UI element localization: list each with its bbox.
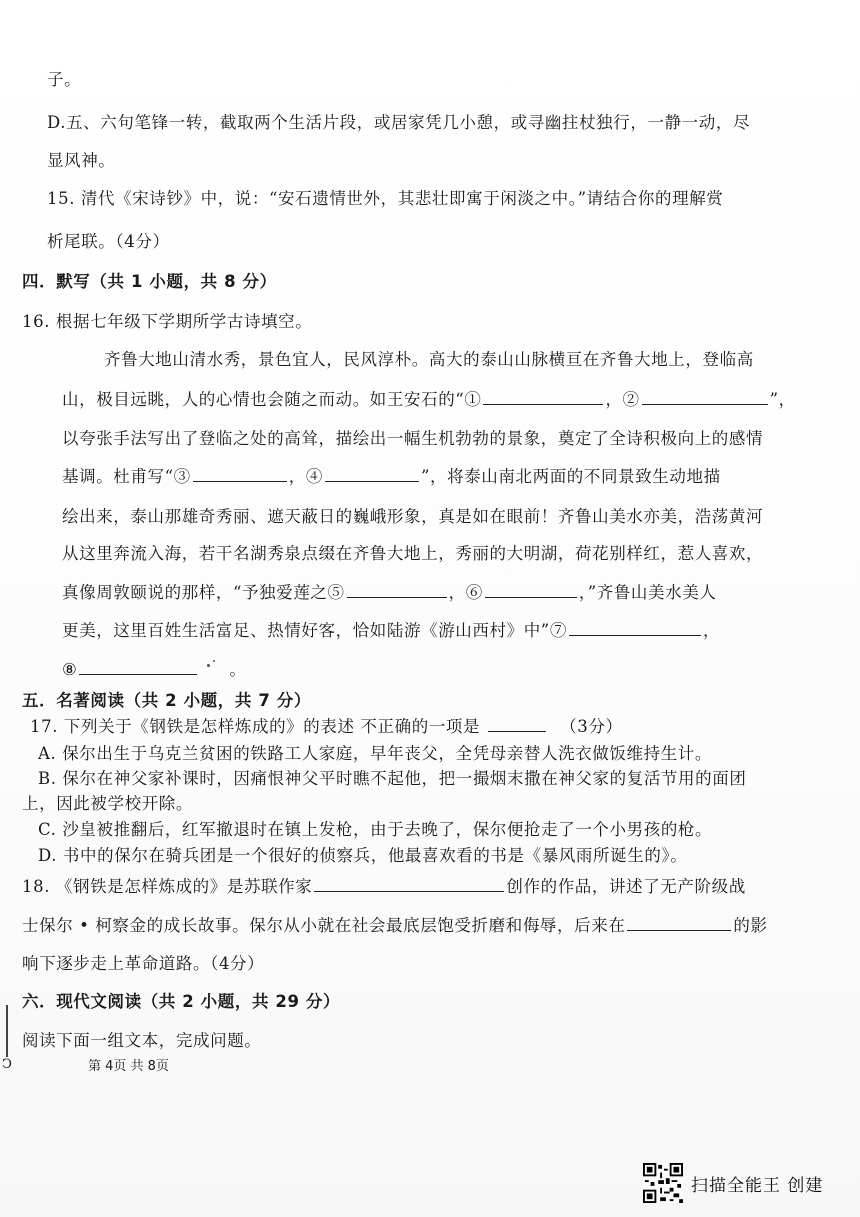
q15-line1: 15. 清代《宋诗钞》中，说：“安石遗情世外，其悲壮即寓于闲淡之中。”请结合你的理解赏 — [47, 189, 724, 208]
q19-intro: 阅读下面一组文本，完成问题。 — [22, 1031, 262, 1050]
q15-line2: 析尾联。（4分） — [47, 232, 170, 251]
q17-stem-text: 17. 下列关于《钢铁是怎样炼成的》的表述 不正确的一项是 — [30, 717, 481, 736]
blank-3[interactable] — [193, 467, 287, 482]
q18-text-1b: 创作的作品，讲述了无产阶级战 — [506, 877, 746, 896]
q16-text-2b: ，② — [605, 390, 640, 409]
q17-option-c: C. 沙皇被推翻后，红军撤退时在镇上发枪，由于去晚了，保尔便抢走了一个小男孩的枪。 — [38, 820, 713, 839]
q17-answer-blank[interactable] — [488, 717, 546, 732]
q16-text-2a: 山，极目远眺，人的心情也会随之而动。如王安石的“① — [62, 390, 482, 409]
q18-text-2b: 的影 — [733, 916, 768, 935]
blank-2[interactable] — [642, 390, 768, 405]
q18-line1 — [22, 876, 746, 898]
q16-text-4b: ，④ — [288, 467, 323, 486]
blank-4[interactable] — [325, 467, 419, 482]
q17-option-b-line2: 上，因此被学校开除。 — [22, 794, 193, 813]
scanner-brand-text: 扫描全能王 创建 — [691, 1175, 824, 1196]
q16-para-line7 — [62, 582, 716, 604]
scan-speck — [213, 660, 215, 662]
section-5-heading: 五．名著阅读（共 2 小题，共 7 分） — [22, 691, 311, 710]
page-number: 第 4页 共 8页 — [88, 1059, 169, 1074]
scan-speck — [207, 664, 210, 667]
q18-blank-influence[interactable] — [627, 916, 731, 931]
qr-code-icon — [643, 1163, 683, 1203]
q16-text-4c: ”，将泰山南北两面的不同景致生动地描 — [420, 467, 721, 486]
q14-option-d-line2: 显风神。 — [47, 151, 116, 170]
q18-line3: 响下逐步走上革命道路。（4分） — [22, 954, 265, 973]
section-6-heading: 六．现代文阅读（共 2 小题，共 29 分） — [22, 992, 341, 1011]
q14-tail: 子。 — [47, 70, 82, 89]
scanner-watermark — [643, 1163, 823, 1203]
q16-para-line6: 从这里奔流入海，若干名湖秀泉点缀在齐鲁大地上，秀丽的大明湖，荷花别样红，惹人喜欢， — [62, 544, 764, 563]
blank-8[interactable] — [79, 660, 197, 675]
q16-text-7b: ，⑥ — [448, 583, 483, 602]
q16-text-8a: 更美，这里百姓生活富足、热情好客，恰如陆游《游山西村》中”⑦ — [62, 621, 567, 640]
q16-para-line5: 绘出来，泰山那雄奇秀丽、遮天蔽日的巍峨形象，真是如在眼前！齐鲁山美水亦美，浩荡黄河 — [62, 507, 764, 526]
q16-para-line3: 以夸张手法写出了登临之处的高耸，描绘出一幅生机勃勃的景象，奠定了全诗积极向上的感情 — [62, 429, 764, 448]
scan-margin-line — [6, 1005, 8, 1057]
q18-blank-author[interactable] — [314, 877, 504, 892]
blank-7[interactable] — [569, 621, 701, 636]
q16-text-7c: ，”齐鲁山美水美人 — [578, 583, 717, 602]
blank-1[interactable] — [483, 390, 603, 405]
q18-line2 — [22, 915, 768, 937]
q14-option-d-line1: D.五、六句笔锋一转，截取两个生活片段，或居家凭几小憩，或寻幽拄杖独行，一静一动，尽 — [47, 113, 751, 132]
q18-text-2a: 士保尔 • 柯察金的成长故事。保尔从小就在社会最底层饱受折磨和侮辱，后来在 — [22, 916, 626, 935]
q16-para-line8 — [62, 620, 720, 642]
blank-6[interactable] — [485, 583, 577, 598]
blank-5[interactable] — [347, 583, 447, 598]
q16-text-9a: ⑧ — [62, 660, 78, 679]
q16-para-line2 — [62, 389, 796, 411]
q16-text-8b: ， — [702, 621, 721, 640]
q16-text-7a: 真像周敦颐说的那样，“予独爱莲之⑤ — [62, 583, 345, 602]
q16-stem: 16. 根据七年级下学期所学古诗填空。 — [22, 312, 313, 331]
q16-para-line9 — [62, 659, 247, 681]
q18-text-1a: 18. 《钢铁是怎样炼成的》是苏联作家 — [22, 877, 313, 896]
margin-mark: Ↄ — [2, 1057, 12, 1072]
q17-stem — [30, 716, 623, 738]
q16-text-4a: 基调。杜甫写“③ — [62, 467, 191, 486]
q16-text-2c: ”， — [769, 390, 796, 409]
section-4-heading: 四．默写（共 1 小题，共 8 分） — [22, 272, 277, 291]
q17-option-b-line1: B. 保尔在神父家补课时，因痛恨神父平时瞧不起他，把一撮烟末撒在神父家的复活节用的面团 — [38, 769, 747, 788]
q17-score: （3分） — [560, 717, 623, 736]
q17-option-a: A. 保尔出生于乌克兰贫困的铁路工人家庭，早年丧父，全凭母亲替人洗衣做饭维持生计。 — [38, 744, 713, 763]
q17-option-d: D. 书中的保尔在骑兵团是一个很好的侦察兵，他最喜欢看的书是《暴风雨所诞生的》。 — [38, 846, 688, 865]
q16-para-line1: 齐鲁大地山清水秀，景色宜人，民风淳朴。高大的泰山山脉横亘在齐鲁大地上，登临高 — [104, 350, 754, 369]
q16-text-9b: 。 — [229, 660, 247, 679]
q16-para-line4 — [62, 466, 721, 488]
